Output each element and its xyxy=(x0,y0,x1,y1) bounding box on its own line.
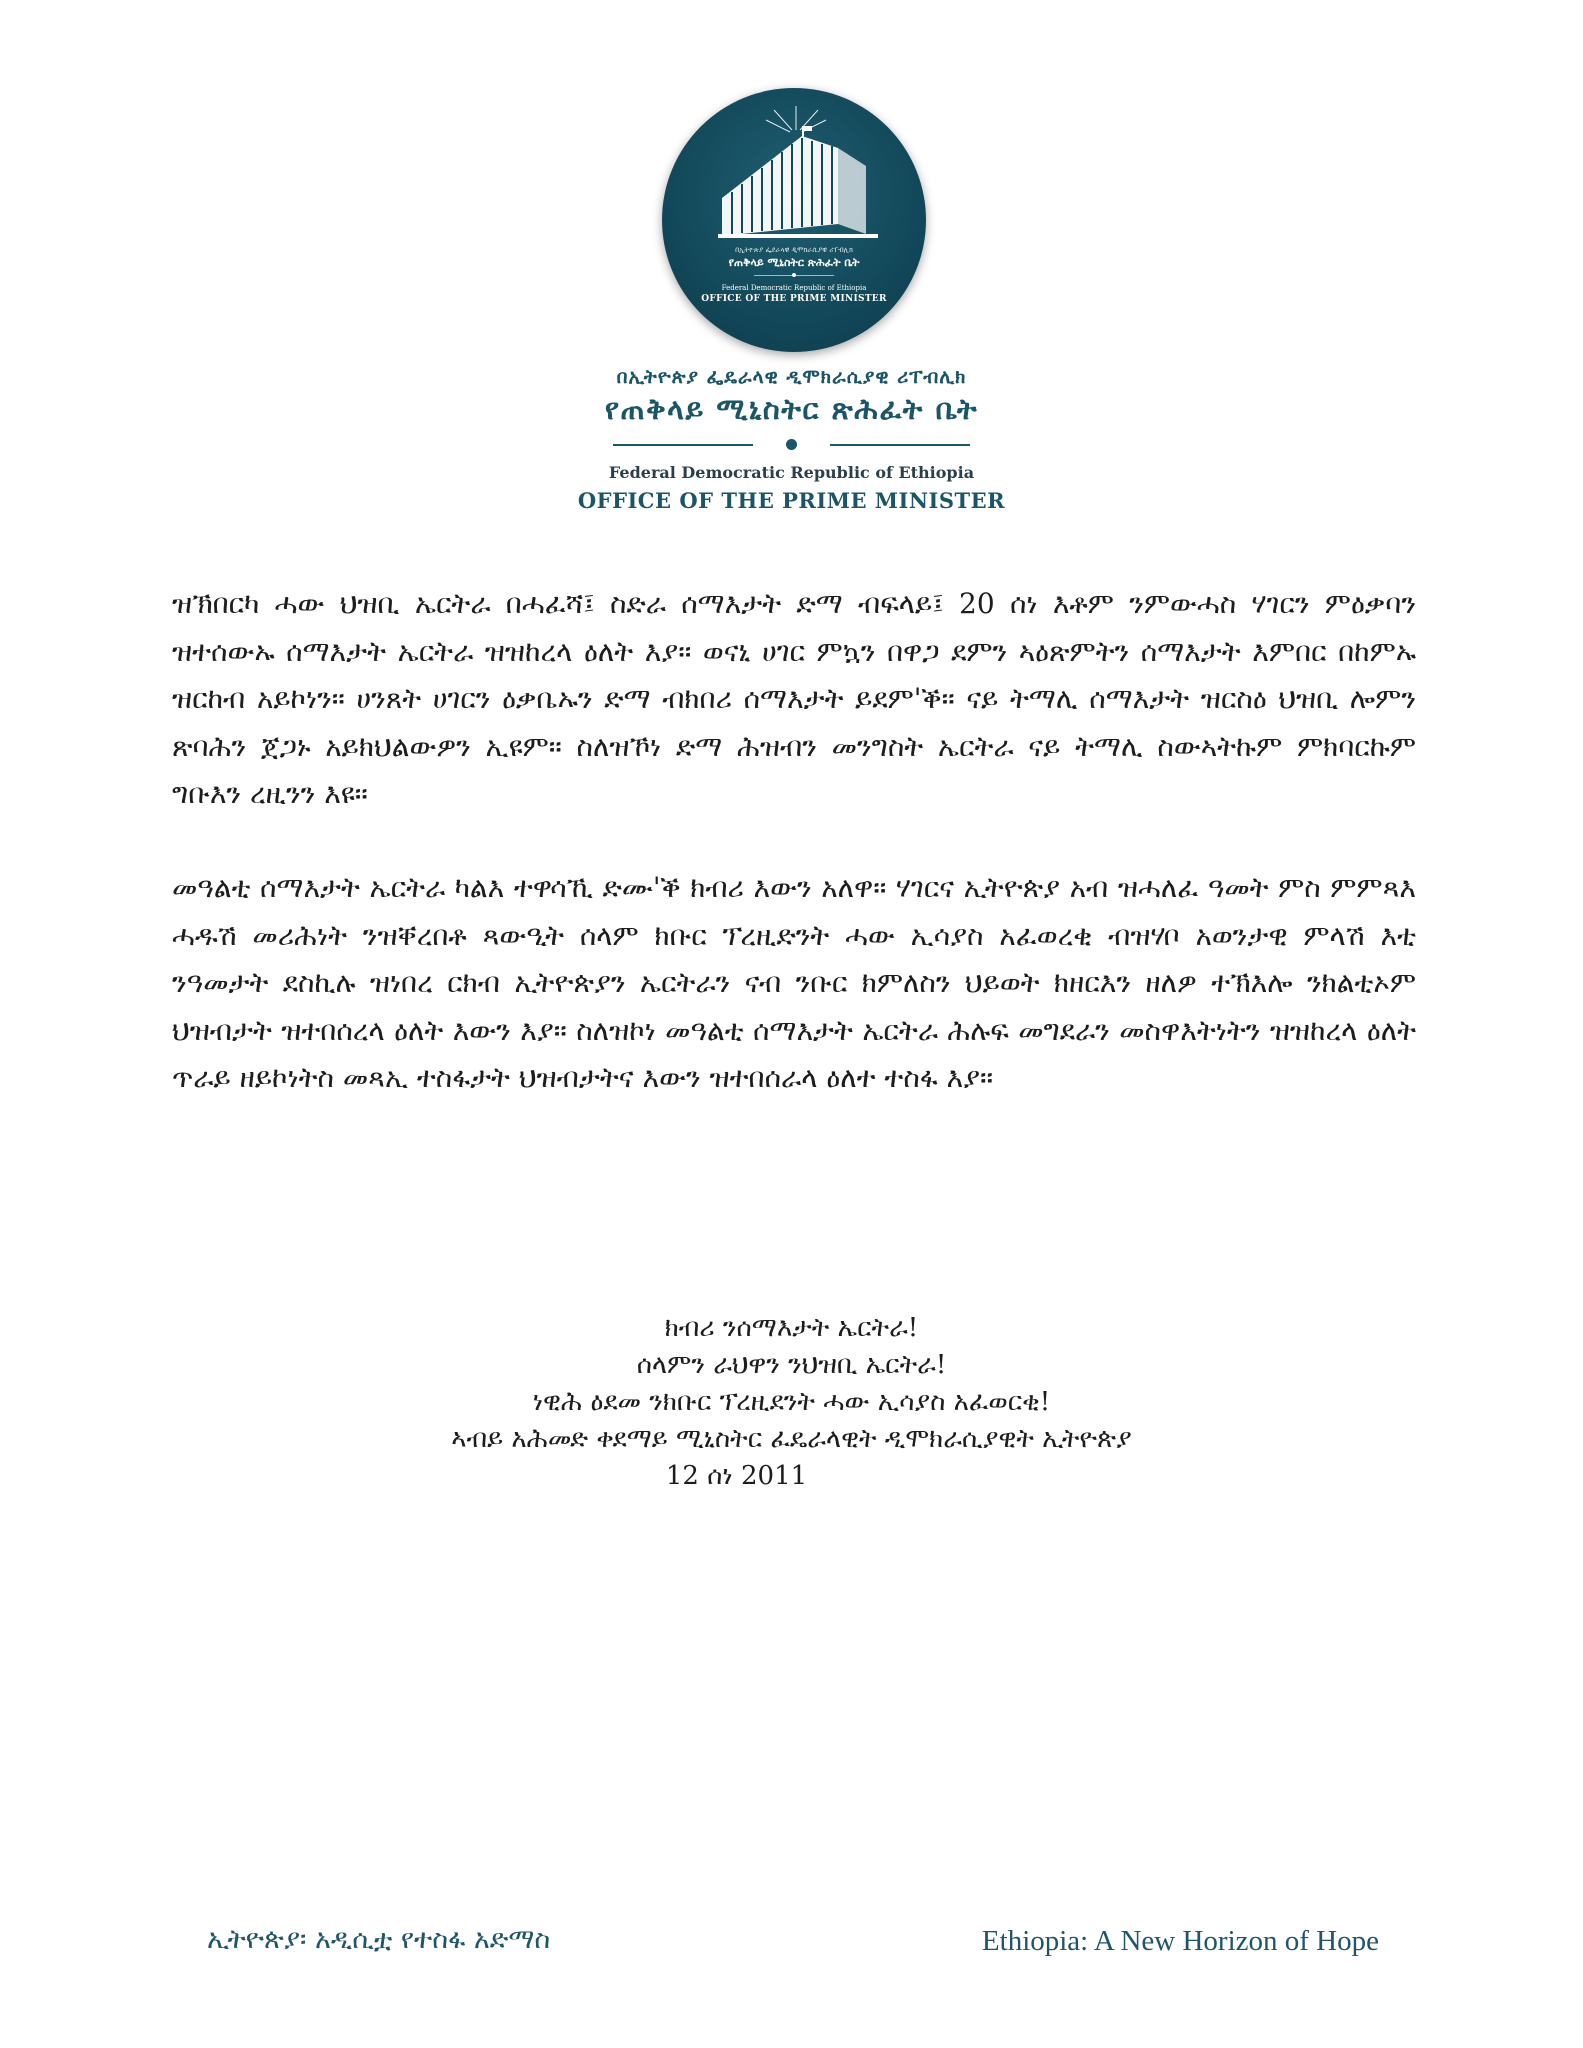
building-icon xyxy=(662,88,926,352)
logo-english-office: OFFICE OF THE PRIME MINISTER xyxy=(701,294,887,304)
logo-amharic-country: በኢትዮጵያ ፌደራላዊ ዲሞክራሲያዊ ሪፐብሊክ xyxy=(735,246,853,254)
closing-line-2: ሰላምን ራህዋን ንህዝቢ ኤርትራ! xyxy=(636,1350,947,1380)
header-divider-right xyxy=(830,444,970,446)
body-paragraph-2: መዓልቲ ሰማእታት ኤርትራ ካልእ ተዋሳኺ ድሙ'ቕ ክብሪ እውን አለዋ። ሃገርና ኢትዮጵያ አብ ዝሓለፈ ዓመት ምስ ምምጻእ ሓዱሽ መሪሕነት ንዝቐረበቶ ጻውዒት ሰላም ክቡር ፕረዚድንት ሓው ኢሳያስ አፈወረቂ ብዝሃቦ አወንታዊ ምላሽ እቲ ንዓመታት ደስኪሉ ዝነበረ ርክብ ኢትዮጵያን ኤርትራን ናብ ንቡር ክምለስን ህይወት ክዘርእን ዘለዎ ተኽእሎ ንክልቲኦም ህዝብታት ዝተበሰረላ ዕለት እውን እያ። ስለዝኮነ መዓልቲ ሰማእታት ኤርትራ ሕሉፍ መግደራን መስዋእትነትን ዝዝከረላ ዕለት ጥራይ ዘይኮነትስ መጻኢ ተስፋታት ህዝብታትና እውን ዝተበሰራላ ዕለተ ተስፋ እያ። xyxy=(172,871,1416,1095)
header-amharic-country: በኢትዮጵያ ፌዴራላዊ ዲሞክራሲያዊ ሪፐብሊክ xyxy=(616,366,967,388)
logo-english-country: Federal Democratic Republic of Ethiopia xyxy=(721,284,867,292)
footer-english-slogan: Ethiopia: A New Horizon of Hope xyxy=(981,1925,1379,1957)
logo-emblem xyxy=(662,88,926,352)
footer-amharic-slogan: ኢትዮጵያ፡ አዲሲቷ የተስፋ አድማስ xyxy=(207,1924,551,1955)
closing-date: 12 ሰነ 2011 xyxy=(665,1461,808,1491)
signatory-line: ኣብይ አሕመድ ቀደማይ ሚኒስትር ፈዴራላዊት ዲሞክራሲያዊት ኢትዮጵያ xyxy=(451,1424,1132,1454)
closing-line-1: ክብሪ ንሰማእታት ኤርትራ! xyxy=(664,1313,919,1343)
body-paragraph-1: ዝኽበርካ ሓው ህዝቢ ኤርትራ በሓፈሻ፤ ስድራ ሰማእታት ድማ ብፍላይ፤ 20 ሰነ እቶም ንምውሓስ ሃገርን ምዕቃባን ዝተሰውኡ ሰማእታት ኤርትራ ዝዝከረላ ዕለት እያ። ወናኒ ሀገር ምኳን በዋጋ ደምን ኣዕጽምትን ሰማእታት እምበር በከምኡ ዝርከብ አይኮነን። ሀንጸት ሀገርን ዕቃቤኡን ድማ ብክበሪ ሰማእታት ይደም'ቕ። ናይ ትማሊ ሰማእታት ዝርስዕ ህዝቢ ሎምን ጽባሕን ጀጋኑ አይክህልውዎን ኢዩም። ስለዝኾነ ድማ ሕዝብን መንግስት ኤርትራ ናይ ትማሊ ስውኣትኩም ምክባርኩም ግቡእን ረዚንን እዩ። xyxy=(172,587,1416,811)
header-english-country: Federal Democratic Republic of Ethiopia xyxy=(608,463,975,482)
closing-line-3: ነዊሕ ዕደመ ንክቡር ፕረዚደንት ሓው ኢሳያስ አፈወርቂ! xyxy=(532,1387,1051,1417)
logo-divider-dot xyxy=(792,273,796,277)
header-divider-left xyxy=(613,444,753,446)
header-amharic-office: የጠቅላይ ሚኒስትር ጽሕፈት ቤት xyxy=(604,392,979,426)
header-divider-dot xyxy=(786,439,797,450)
office-logo xyxy=(662,88,926,352)
closing-block xyxy=(0,1310,1583,1495)
logo-amharic-office: የጠቅላይ ሚኒስትር ጽሕፈት ቤት xyxy=(728,256,860,269)
header-english-office: OFFICE OF THE PRIME MINISTER xyxy=(577,488,1006,513)
